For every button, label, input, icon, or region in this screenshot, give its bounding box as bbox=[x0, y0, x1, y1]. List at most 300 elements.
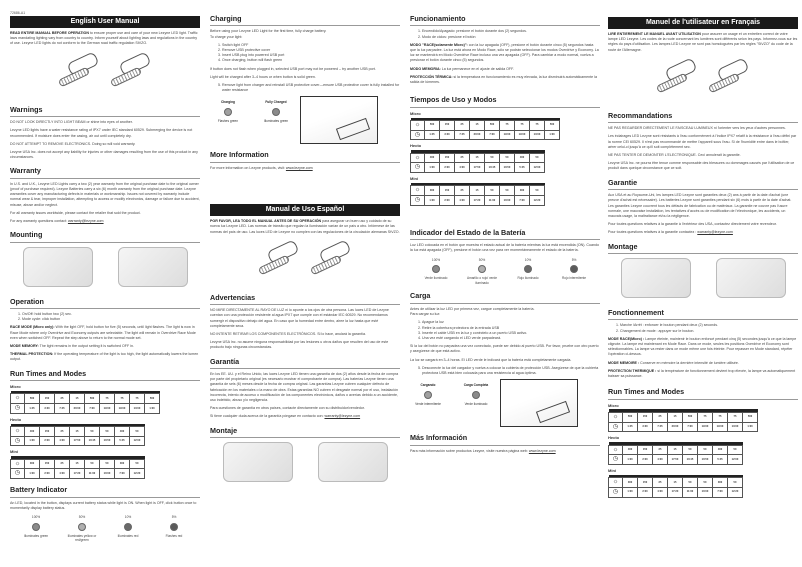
time-cell: 7:00 bbox=[515, 196, 530, 206]
runtime-model-label: Micro bbox=[608, 402, 619, 408]
charge-state: Carga Completa Verde iluminado bbox=[463, 383, 489, 406]
lumen-cell: 50 bbox=[85, 427, 100, 437]
time-cell: 3:30 bbox=[40, 404, 55, 414]
warning-text: DO NOT LOOK DIRECTLY INTO LIGHT BEAM or shine into eyes of another. bbox=[10, 120, 133, 125]
charging-note: Light will be charged after 3–4 hours or when button is solid green. bbox=[210, 74, 316, 79]
lumen-cell: 25 bbox=[55, 459, 70, 469]
battery-level: 10% Illuminates red bbox=[117, 514, 139, 538]
lumen-cell: 500 bbox=[145, 394, 160, 404]
time-cell: 5:45 bbox=[713, 455, 728, 465]
time-cell: 10:45 bbox=[85, 436, 100, 446]
battery-levels bbox=[416, 258, 594, 286]
lumen-cell: 500 bbox=[623, 412, 638, 422]
lumen-cell: 50 bbox=[683, 445, 698, 455]
lumen-cell: 75 bbox=[713, 412, 728, 422]
clock-icon: ◷ bbox=[411, 130, 425, 140]
runtime-table-micro bbox=[410, 111, 600, 141]
time-cell: 2:00 bbox=[638, 488, 653, 498]
time-cell: 4:00 bbox=[55, 469, 70, 479]
time-cell: 12:00 bbox=[130, 436, 145, 446]
warning-text: NE PAS REGARDER DIRECTEMENT LE FAISCEAU LUMINEUX ni l'orienter vers les yeux d'autres personnes. bbox=[608, 126, 786, 131]
lumen-cell: 150 bbox=[440, 186, 455, 196]
warranty-contact: Pour toutes questions relatives à la garantie contactez : warranty@lezyne.com bbox=[608, 230, 733, 235]
time-cell: 10:50 bbox=[500, 163, 515, 173]
thermal-text: PROTECTION THERMIQUE : si la température de fonctionnement devient trop élevée, la lampe va automatiquement baisser sa puissance. bbox=[608, 368, 796, 379]
time-cell: 1:45 bbox=[425, 130, 440, 140]
time-cell: 5:45 bbox=[515, 163, 530, 173]
runtime-table-hecto bbox=[410, 143, 600, 173]
charging-illustration bbox=[410, 379, 600, 427]
runtime-table bbox=[10, 424, 145, 447]
time-cell: 20:00 bbox=[70, 404, 85, 414]
lumen-cell: 25 bbox=[55, 394, 70, 404]
lumen-cell: 50 bbox=[728, 445, 743, 455]
runtimes-heading: Run Times and Modes bbox=[608, 387, 798, 399]
lumen-cell: 400 bbox=[115, 427, 130, 437]
operation-heading: Operation bbox=[10, 297, 200, 309]
led-indicator-icon bbox=[472, 391, 480, 399]
lumen-cell: 15 bbox=[668, 412, 683, 422]
lumen-cell: 150 bbox=[440, 153, 455, 163]
lumen-cell: 15 bbox=[668, 478, 683, 488]
time-cell: 13:00 bbox=[728, 422, 743, 432]
warning-text: Les éclairages LED Lezyne sont résistants à l'eau conformément à l'indice IPX7 relatif à la résistance à l'eau défini par la norme CEI 60529. Il n'est pas recommandé de mettre l'appareil sous l'eau. Si de l'humidité entre dans le boîtier, aérer celui-ci jusqu'à ce qu'il soit complètement sec. bbox=[608, 134, 797, 149]
lumen-cell: 50 bbox=[728, 478, 743, 488]
warranty-email-link[interactable]: warranty@lezyne.com bbox=[324, 414, 361, 419]
mounting-illustration bbox=[608, 258, 798, 302]
operation-steps: 1. On/Off: hold button two (2) sec. 2. Mode cycle: click button bbox=[22, 312, 200, 322]
time-cell: 12:20 bbox=[728, 488, 743, 498]
lumen-cell: 500 bbox=[683, 412, 698, 422]
lumen-cell: 150 bbox=[40, 427, 55, 437]
warning-text: Lezyne USA Inc. does not accept any liability for injuries or other damages resulting from the use of this product in any circumstances. bbox=[10, 149, 198, 160]
time-cell: 11:00 bbox=[485, 196, 500, 206]
more-info-heading: More Information bbox=[210, 150, 400, 162]
runtime-model-label: Micro bbox=[10, 384, 21, 390]
lumen-cell: 500 bbox=[25, 394, 40, 404]
time-cell: 1:00 bbox=[425, 196, 440, 206]
runtime-model-label: Mini bbox=[10, 449, 18, 455]
lumen-cell: 50 bbox=[485, 153, 500, 163]
lumen-cell: 25 bbox=[653, 445, 668, 455]
lumen-cell: 50 bbox=[530, 186, 545, 196]
mounting-illustration bbox=[210, 442, 400, 486]
website-link[interactable]: www.lezyne.com bbox=[285, 165, 313, 170]
time-cell: 19:00 bbox=[100, 404, 115, 414]
spanish-intro: POR FAVOR, LEA TODO EL MANUAL ANTES DE SU OPERACIÓN para asegurar un buen uso y cuidado de su nueva luz Lezyne LED. Las normas de tránsito que regulan la iluminación varían de un país a otro. Infórmese de las normas del país de uso. Las luces LED de Lezyne no cumplen con las regulaciones de la circulación alemanas StVZO. bbox=[210, 219, 400, 234]
warning-text: DO NOT ATTEMPT TO REMOVE ELECTRONICS. Doing so will void warranty. bbox=[10, 141, 136, 146]
time-cell: 3:30 bbox=[440, 130, 455, 140]
time-cell: 1:45 bbox=[623, 422, 638, 432]
lumen-cell: 500 bbox=[85, 394, 100, 404]
lumen-cell: 300 bbox=[425, 186, 440, 196]
battery-text: Luz LED colocada en el botón que muestra el estado actual de la batería mientras la luz está encendida (ON). Cuando la luz está apagada (OFF), presione el botón una vez para ver momentáneamente el estado de la batería. bbox=[410, 243, 599, 253]
charge-state: Charging Flashes green bbox=[217, 100, 239, 124]
battery-level: 50% Illuminates yellow or red/green bbox=[67, 514, 97, 543]
warning-text: Lezyne USA Inc. no asume ninguna responsabilidad por las lesiones u otros daños que resulten del uso de este producto bajo ningunas circunstancias. bbox=[210, 340, 389, 350]
lumen-cell: 50 bbox=[485, 186, 500, 196]
time-cell: 2:00 bbox=[638, 455, 653, 465]
time-cell: 19:00 bbox=[713, 422, 728, 432]
time-cell: 17:50 bbox=[470, 163, 485, 173]
time-cell: 12:00 bbox=[530, 163, 545, 173]
brightness-icon: ☼ bbox=[11, 394, 25, 404]
lumen-cell: 400 bbox=[25, 427, 40, 437]
time-cell: 7:00 bbox=[85, 404, 100, 414]
lumen-cell: 75 bbox=[515, 121, 530, 131]
usb-port-illustration bbox=[300, 96, 378, 144]
charging-step-5: 5. Desconecte la luz del cargador y vuelva a colocar la cubierta de protección USB. Asegúrese de que la cubierta protectora USB está bien colocada para una resistencia al agua óptima. bbox=[422, 366, 600, 376]
column-2 bbox=[210, 0, 400, 490]
led-indicator-icon bbox=[432, 265, 440, 273]
montage-heading: Montage bbox=[608, 242, 798, 254]
lumen-cell: 300 bbox=[623, 478, 638, 488]
time-cell: 19:00 bbox=[698, 422, 713, 432]
lumen-cell: 15 bbox=[70, 394, 85, 404]
lumen-cell: 15 bbox=[70, 459, 85, 469]
warranty-contact: For any warranty questions contact: warranty@lezyne.com bbox=[10, 218, 104, 223]
time-cell: 7:00 bbox=[713, 488, 728, 498]
lumen-cell: 50 bbox=[130, 459, 145, 469]
battery-heading: Battery Indicator bbox=[10, 485, 200, 497]
runtime-model-label: Hecto bbox=[410, 143, 422, 149]
lumen-cell: 50 bbox=[530, 153, 545, 163]
lumen-cell: 150 bbox=[440, 121, 455, 131]
race-mode-text: MODE RACE(Micro) : Lampe éteinte, maintenir le bouton enfoncé pendant cinq (5) secondes jusqu'à ce que la lampe clignote. La lampe est maintenant en Mode Race. Dans ce mode, seules les positions Overdrive et Economy sont sélectionnables. La lampe va rester dans ce mode même une fois éteinte. Pour repasser en Mode standard, répéter l'opération ci-dessus. bbox=[608, 336, 797, 357]
runtime-table-hecto bbox=[608, 435, 798, 465]
more-info-text: Para más información sobre productos Lezyne, visite nuestra página web: www.lezyne.com bbox=[410, 448, 556, 453]
runtime-table bbox=[410, 183, 545, 206]
brightness-icon: ☼ bbox=[11, 459, 25, 469]
lumen-cell: 15 bbox=[470, 186, 485, 196]
race-mode-text: RACE MODE (Micro only): With the light OFF, hold button for five (5) seconds, until light flashes. The light is now in Race Mode where only Overdrive and Economy outputs are selectable. The light will remain in Overdrive Race Mode even when switched OFF. Repeat the step above to return to the normal mode set. bbox=[10, 325, 196, 340]
led-indicator-icon bbox=[224, 108, 232, 116]
brightness-icon: ☼ bbox=[609, 412, 623, 422]
time-cell: 10:50 bbox=[100, 436, 115, 446]
warranty-text: For all warranty issues worldwide, please contact the retailer that sold the product. bbox=[10, 210, 141, 215]
time-cell: 7:45 bbox=[653, 422, 668, 432]
lumen-cell: 15 bbox=[668, 445, 683, 455]
lumen-cell: 15 bbox=[70, 427, 85, 437]
website-link[interactable]: www.lezyne.com bbox=[528, 448, 556, 453]
english-intro: READ ENTIRE MANUAL BEFORE OPERATION to ensure proper use and care of your new Lezyne LED light. Traffic laws mandating lighting vary from country to country. Inform yourself about lighting laws and regulations in the country of use. Lezyne LED lights do not conform to the German road traffic regulation StVZO. bbox=[10, 31, 198, 46]
french-column bbox=[608, 0, 798, 498]
runtime-table-mini bbox=[10, 449, 200, 479]
led-indicator-icon bbox=[124, 523, 132, 531]
lumen-cell: 500 bbox=[545, 121, 560, 131]
time-cell: 12:20 bbox=[530, 196, 545, 206]
light-illustration bbox=[210, 241, 400, 287]
warnings-heading: Warnings bbox=[10, 105, 200, 117]
clock-icon: ◷ bbox=[411, 163, 425, 173]
lumen-cell: 25 bbox=[653, 478, 668, 488]
time-cell: 7:45 bbox=[455, 130, 470, 140]
lumen-cell: 300 bbox=[713, 478, 728, 488]
warranty-email-link[interactable]: warranty@lezyne.com bbox=[697, 230, 733, 235]
lumen-cell: 150 bbox=[638, 412, 653, 422]
warranty-text: En los EE. UU. y el Reino Unido, las luces Lezyne LED tienen una garantía de dos (2) años desde la fecha de compra por parte del propietario original (es necesario mostrar el comprobante de compra). Las baterías Lezyne tienen una garantía de seis (6) meses desde la fecha de compra original. Las garantías Lezyne cubren cualquier defecto de fabricación en los materiales o la mano de obra. Estas garantías NO cubren el desgaste normal por el uso, instalación incorrecta, intento de acceso o modificación de los componentes electrónicos, daños o averías debido a un accidente, uso indebido, abuso y/o negligencia. bbox=[210, 372, 399, 403]
battery-text: An LED, located in the button, displays current battery status while light is ON. When light is OFF, click button once to momentarily display battery status. bbox=[10, 500, 197, 510]
charging-intro: Before using your Lezyne LED Light for the first time, fully charge battery. bbox=[210, 29, 327, 34]
led-indicator-icon bbox=[170, 523, 178, 531]
time-cell: 3:30 bbox=[638, 422, 653, 432]
race-mode-text: MODO "RACE(solamente Micro)": con la luz apagada (OFF), presione el botón durante cinco (5) segundos hasta que la luz parpadee. La luz está ahora en Modo Race, sólo se podrán seleccionar los modos Overdrive y Economy. La luz se mantendrá en Modo Overdrive Race incluso una vez apagada (OFF). Para cambiar a modo normal, vuelva a presionar el botón durante cinco (5) segundos. bbox=[410, 42, 599, 63]
lumen-cell: 25 bbox=[455, 186, 470, 196]
brightness-icon: ☼ bbox=[411, 153, 425, 163]
time-cell: 4:00 bbox=[653, 488, 668, 498]
charging-note: Si la luz del botón no parpadea una vez conectado, puede ser debido al puerto USB. Por favor, pruebe con otro puerto y asegúrese de que está activo. bbox=[410, 344, 599, 354]
lumen-cell: 300 bbox=[115, 459, 130, 469]
warranty-text: Para cuestiones de garantía en otros países, contacte directamente con su distribuidor/vendedor. bbox=[210, 406, 365, 411]
document-code: 72686-A1 bbox=[10, 11, 26, 15]
charging-sub: To charge your light: bbox=[210, 34, 243, 39]
time-cell: 1:45 bbox=[25, 404, 40, 414]
clock-icon: ◷ bbox=[609, 422, 623, 432]
clock-icon: ◷ bbox=[609, 455, 623, 465]
time-cell: 1:00 bbox=[145, 404, 160, 414]
montaje-heading: Montaje bbox=[210, 426, 400, 438]
runtime-model-label: Hecto bbox=[10, 416, 22, 422]
lumen-cell: 50 bbox=[100, 459, 115, 469]
charging-note: If button does not flash when plugged in, selected USB port may not be powered – try another USB port. bbox=[210, 66, 376, 71]
lumen-cell: 50 bbox=[100, 427, 115, 437]
carga-heading: Carga bbox=[410, 291, 600, 303]
french-banner: Manuel de l'utilisateur en Français bbox=[608, 17, 798, 29]
time-cell: 10:45 bbox=[683, 455, 698, 465]
charging-illustration bbox=[210, 96, 400, 144]
lumen-cell: 50 bbox=[85, 459, 100, 469]
warranty-email-link[interactable]: warranty@lezyne.com bbox=[67, 218, 104, 223]
warranty-heading: Warranty bbox=[10, 166, 200, 178]
lumen-cell: 75 bbox=[530, 121, 545, 131]
charging-heading: Charging bbox=[210, 14, 400, 26]
lumen-cell: 75 bbox=[115, 394, 130, 404]
led-indicator-icon bbox=[78, 523, 86, 531]
time-cell: 20:00 bbox=[470, 130, 485, 140]
operation-steps: 1. Marche /Arrêt : enfoncer le bouton pendant deux (2) seconds. 2. Changement de mode : appuyer sur le bouton. bbox=[620, 323, 798, 333]
time-cell: 12:20 bbox=[130, 469, 145, 479]
time-cell: 2:00 bbox=[440, 196, 455, 206]
lumen-cell: 75 bbox=[698, 412, 713, 422]
time-cell: 2:00 bbox=[40, 469, 55, 479]
time-cell: 7:45 bbox=[55, 404, 70, 414]
battery-level: 100% Verde iluminado bbox=[424, 257, 448, 281]
warning-text: Lezyne LED lights have a water resistance rating of IPX7 under IEC standard 60529. Submerging the device is not recommended. If moisture does enter the casing, air out until completely dry. bbox=[10, 128, 193, 138]
brightness-icon: ☼ bbox=[11, 427, 25, 437]
light-illustration bbox=[608, 59, 798, 105]
runtime-model-label: Mini bbox=[410, 176, 418, 182]
lumen-cell: 150 bbox=[40, 394, 55, 404]
english-column-1 bbox=[10, 0, 200, 547]
lumen-cell: 50 bbox=[130, 427, 145, 437]
battery-levels bbox=[16, 515, 194, 543]
mounting-illustration bbox=[10, 247, 200, 291]
time-cell: 17:20 bbox=[70, 469, 85, 479]
thermal-text: PROTECCIÓN TÉRMICA: si la temperatura en funcionamiento es muy elevada, la luz disminuirá automáticamente la salida de lúmenes. bbox=[410, 74, 597, 85]
advertencias-heading: Advertencias bbox=[210, 293, 400, 305]
led-indicator-icon bbox=[424, 391, 432, 399]
lumen-cell: 25 bbox=[455, 153, 470, 163]
time-cell: 13:00 bbox=[530, 130, 545, 140]
time-cell: 11:00 bbox=[85, 469, 100, 479]
brightness-icon: ☼ bbox=[411, 186, 425, 196]
garantie-heading: Garantie bbox=[608, 178, 798, 190]
lumen-cell: 75 bbox=[728, 412, 743, 422]
clock-icon: ◷ bbox=[411, 196, 425, 206]
time-cell: 10:00 bbox=[698, 488, 713, 498]
time-cell: 10:00 bbox=[500, 196, 515, 206]
warning-text: NE PAS TENTER DE DEMONTER L'ELECTRONIQUE. Ceci annulerait la garantie. bbox=[608, 153, 741, 158]
mode-memory-text: MODE MEMOIRE : Conserve en mémoire la dernière intensité de lumière utilisée. bbox=[608, 360, 739, 365]
runtime-table bbox=[10, 456, 145, 479]
spanish-banner: Manual de Uso Español bbox=[210, 204, 400, 216]
mode-memory-text: MODO MEMORIA: La luz permanece en el ajuste de salida OFF. bbox=[410, 66, 514, 71]
time-cell: 4:00 bbox=[455, 163, 470, 173]
warranty-text: In U.S. and U.K., Lezyne LED Lights carry a two (2) year warranty from the original purchase date to the original owner (proof of purchase required). Lezyne Batteries carry a six (6) month warranty from the original purchase date. Lezyne warranties cover any manufacturing defects in materials or workmanship. Issues not covered by warranty include normal wear & tear, improper installation, attempting to access or modify electronics, damage or failure due to accident, misuse, abuse and/or neglect. bbox=[10, 181, 200, 207]
fonctionnement-heading: Fonctionnement bbox=[608, 308, 798, 320]
time-cell: 2:00 bbox=[440, 163, 455, 173]
time-cell: 17:50 bbox=[668, 455, 683, 465]
time-cell: 4:00 bbox=[455, 196, 470, 206]
battery-level: 10% Rojo iluminado bbox=[517, 257, 539, 281]
runtime-table-mini bbox=[608, 468, 798, 498]
column-3: Funcionamiento 1. Encendido/Apagado: presione el botón durante dos (2) segundos. 2. Modo de ciclos: presione el botón MODO "RACE(solamente Micro)": con la luz apagada (OFF), presione el botón durante cinco (5) segundos hasta que la luz parpadee. La luz está ahora en Modo Race, sólo se podrán seleccionar los modos Overdrive y Economy. La luz se mantendrá en Modo Overdrive Race incluso una vez apagada (OFF). Para cambiar a modo normal, vuelva a presionar el botón durante cinco (5) segundos. MODO MEMORIA: La luz permanece en el ajuste de salida OFF. PROTECCIÓN TÉRMICA: si la temperatura en funcionamiento es muy elevada, la luz disminuirá automáticamente la salida de lúmenes. Tiempos de Uso y Modos Micro ☼ 500 150 25 15 500 75 75 75 500 ◷ 1:45 3:30 7:45 20:00 7:00 19:00 19:00 13:00 1:00 Hecto ☼ 400 150 25 15 50 50 400 50 ◷ 1:00 2:00 4:00 17:50 10:45 10:50 5:45 12:00 Mini ☼ 300 150 25 15 50 50 300 50 ◷ 1:00 2:00 4:00 17:20 11:00 10:00 7:00 12:20 Indicador del Estado de la Batería Luz LED colocada en el botón que muestra el estado actual de la batería mientras la luz está encendida (ON). Cuando la luz está apagada (OFF), presione el botón una vez para ver momentáneamente el estado de la batería. 100% Verde iluminado 50% Amarillo o rojo/ verde iluminado 10% Rojo iluminado 5% Rojo intermitente Carga Antes de utilizar la luz LED por primera vez, cargue completamente la batería. Para cargar su luz: 1. Apague la luz 2. Retire la cobertura protectora de la entrada USB 3. Inserte el cable USB en la luz y conéctelo a un puerto USB activo. 4. Una vez esté cargando el LED verde parpadeará. Si la luz del botón no parpadea una vez conectado, puede ser debido al puerto USB. Por favor, pruebe con otro puerto y asegúrese de que está activo. La luz se cargará en 3–4 horas. El LED verde le indicará que la batería está completamente cargada. 5. Desconecte la luz del cargador y vuelva a colocar la cubierta de protección USB. Asegúrese de que la cubierta protectora USB está bien colocada para una resistencia al agua óptima. Cargando Verde intermitente Carga Completa Verde iluminado Más Información Para más información sobre productos Lezyne, visite nuestra página web: www.lezyne.com bbox=[410, 0, 600, 457]
lumen-cell: 400 bbox=[425, 153, 440, 163]
recommandations-heading: Recommandations bbox=[608, 111, 798, 123]
time-cell: 10:00 bbox=[100, 469, 115, 479]
time-cell: 19:00 bbox=[115, 404, 130, 414]
charging-step-5: 5. Remove light from charger and reinstall USB protective cover—ensure USB protective cover is fully installed for water resistance bbox=[222, 83, 400, 93]
runtime-table bbox=[608, 442, 743, 465]
time-cell: 19:00 bbox=[515, 130, 530, 140]
lumen-cell: 25 bbox=[653, 412, 668, 422]
lumen-cell: 400 bbox=[623, 445, 638, 455]
runtime-table-micro bbox=[608, 403, 798, 433]
french-intro: LIRE ENTIEREMENT LE MANUEL AVANT UTILISATION pour assurer un usage et un entretien correct de votre lampe LED Lezyne. Les codes de la route concernant les lumières sont différents selon les pays. Informez-vous sur les règles du pays d'utilisation. Les lampes LED Lezyne ne sont pas homologuées par les règles "StVZO" du code de la route de l'Allemagne. bbox=[608, 32, 798, 52]
led-indicator-icon bbox=[478, 265, 486, 273]
warranty-text: Pour toutes questions relatives à la garantie à l'extérieur des USA, contactez directement votre revendeur. bbox=[608, 222, 777, 227]
operation-steps: 1. Encendido/Apagado: presione el botón durante dos (2) segundos. 2. Modo de ciclos: presione el botón bbox=[422, 29, 600, 39]
clock-icon: ◷ bbox=[11, 436, 25, 446]
time-cell: 13:00 bbox=[130, 404, 145, 414]
time-cell: 1:00 bbox=[743, 422, 758, 432]
time-cell: 1:00 bbox=[545, 130, 560, 140]
battery-level: 5% Flashes red bbox=[165, 514, 183, 538]
time-cell: 2:00 bbox=[40, 436, 55, 446]
time-cell: 1:00 bbox=[623, 488, 638, 498]
lumen-cell: 50 bbox=[500, 186, 515, 196]
lumen-cell: 50 bbox=[683, 478, 698, 488]
mas-info-heading: Más Información bbox=[410, 433, 600, 445]
time-cell: 7:00 bbox=[115, 469, 130, 479]
warning-text: NO INTENTE RETIRAR LOS COMPONENTES ELECTRÓNICOS. Si lo hace, anulará la garantía. bbox=[210, 331, 366, 336]
lumen-cell: 500 bbox=[485, 121, 500, 131]
charging-note: La luz se cargará en 3–4 horas. El LED verde le indicará que la batería está completamente cargada. bbox=[410, 357, 572, 362]
usb-port-illustration bbox=[500, 379, 578, 427]
lumen-cell: 500 bbox=[743, 412, 758, 422]
warranty-text: Aux USA et au Royaume-Uni, les lampes LED Lezyne sont garanties deux (2) ans à partir de la date d'achat (une preuve d'achat est nécessaire). Les batteries Lezyne sont garanties pendant six (6) mois à partir de la date d'achat. Les garanties Lezyne couvrent tous les défauts de fabrication ou de matériaux. La garantie ne couvre pas l'usure normale, une mauvaise installation, les tentatives d'accès ou de modification de l'électronique, les accidents, un mauvais usage, la maltraitance et/ou la négligence. bbox=[608, 193, 792, 218]
runtime-table bbox=[608, 409, 758, 432]
lumen-cell: 50 bbox=[698, 478, 713, 488]
time-cell: 7:00 bbox=[683, 422, 698, 432]
warning-text: NO MIRE DIRECTAMENTE AL RAYO DE LUZ ni lo apunte a los ojos de otra persona. Las luces LED de Lezyne cuentan con una protección resistente al agua IPX7 que cumple con el estándar IEC 60529. No recomendamos sumergir el dispositivo debajo del agua. En caso que la humedad entre dentro, airee la luz hasta que esté completamente seca. bbox=[210, 308, 389, 328]
runtime-table-hecto bbox=[10, 417, 200, 447]
runtime-model-label: Hecto bbox=[608, 435, 620, 441]
lumen-cell: 25 bbox=[55, 427, 70, 437]
time-cell: 4:00 bbox=[653, 455, 668, 465]
lumen-cell: 300 bbox=[25, 459, 40, 469]
clock-icon: ◷ bbox=[11, 404, 25, 414]
battery-level: 100% Illuminates green bbox=[23, 514, 49, 538]
time-cell: 12:00 bbox=[728, 455, 743, 465]
time-cell: 17:50 bbox=[70, 436, 85, 446]
lumen-cell: 50 bbox=[698, 445, 713, 455]
brightness-icon: ☼ bbox=[609, 445, 623, 455]
lumen-cell: 15 bbox=[470, 121, 485, 131]
clock-icon: ◷ bbox=[609, 488, 623, 498]
lumen-cell: 300 bbox=[515, 186, 530, 196]
time-cell: 10:50 bbox=[698, 455, 713, 465]
time-cell: 10:45 bbox=[485, 163, 500, 173]
charging-steps: 1. Apague la luz 2. Retire la cobertura protectora de la entrada USB 3. Inserte el cable USB en la luz y conéctelo a un puerto USB activo. 4. Una vez esté cargando el LED verde parpadeará. bbox=[422, 320, 600, 341]
runtimes-heading: Run Times and Modes bbox=[10, 369, 200, 381]
battery-level: 5% Rojo intermitente bbox=[561, 257, 587, 281]
english-banner: English User Manual bbox=[10, 16, 200, 28]
time-cell: 4:00 bbox=[55, 436, 70, 446]
mode-memory-text: MODE MEMORY: The light remains in the output setting it is switched OFF in. bbox=[10, 344, 134, 349]
time-cell: 5:45 bbox=[115, 436, 130, 446]
lumen-cell: 25 bbox=[455, 121, 470, 131]
runtimes-heading: Tiempos de Uso y Modos bbox=[410, 95, 600, 107]
time-cell: 7:00 bbox=[485, 130, 500, 140]
mounting-heading: Mounting bbox=[10, 230, 200, 242]
brightness-icon: ☼ bbox=[609, 478, 623, 488]
lumen-cell: 500 bbox=[425, 121, 440, 131]
time-cell: 1:00 bbox=[25, 436, 40, 446]
lumen-cell: 75 bbox=[100, 394, 115, 404]
lumen-cell: 150 bbox=[40, 459, 55, 469]
runtime-table bbox=[410, 118, 560, 141]
time-cell: 17:20 bbox=[668, 488, 683, 498]
lumen-cell: 75 bbox=[500, 121, 515, 131]
led-indicator-icon bbox=[524, 265, 532, 273]
lumen-cell: 150 bbox=[638, 445, 653, 455]
warranty-contact: Si tiene cualquier duda acerca de la garantía póngase en contacto con: warranty@lezyne.com bbox=[210, 414, 361, 419]
time-cell: 1:00 bbox=[623, 455, 638, 465]
clock-icon: ◷ bbox=[11, 469, 25, 479]
runtime-model-label: Micro bbox=[410, 110, 421, 116]
light-illustration bbox=[10, 53, 200, 99]
time-cell: 19:00 bbox=[500, 130, 515, 140]
runtime-table bbox=[10, 391, 160, 414]
lumen-cell: 50 bbox=[500, 153, 515, 163]
led-indicator-icon bbox=[32, 523, 40, 531]
led-indicator-icon bbox=[272, 108, 280, 116]
time-cell: 11:00 bbox=[683, 488, 698, 498]
time-cell: 17:20 bbox=[470, 196, 485, 206]
garantia-heading: Garantía bbox=[210, 357, 400, 369]
time-cell: 1:00 bbox=[25, 469, 40, 479]
runtime-table bbox=[608, 475, 743, 498]
battery-level: 50% Amarillo o rojo/ verde iluminado bbox=[466, 257, 498, 285]
time-cell: 20:00 bbox=[668, 422, 683, 432]
battery-heading: Indicador del Estado de la Batería bbox=[410, 228, 600, 240]
runtime-table bbox=[410, 150, 545, 173]
runtime-table-micro bbox=[10, 384, 200, 414]
brightness-icon: ☼ bbox=[411, 121, 425, 131]
lumen-cell: 400 bbox=[713, 445, 728, 455]
lumen-cell: 400 bbox=[515, 153, 530, 163]
